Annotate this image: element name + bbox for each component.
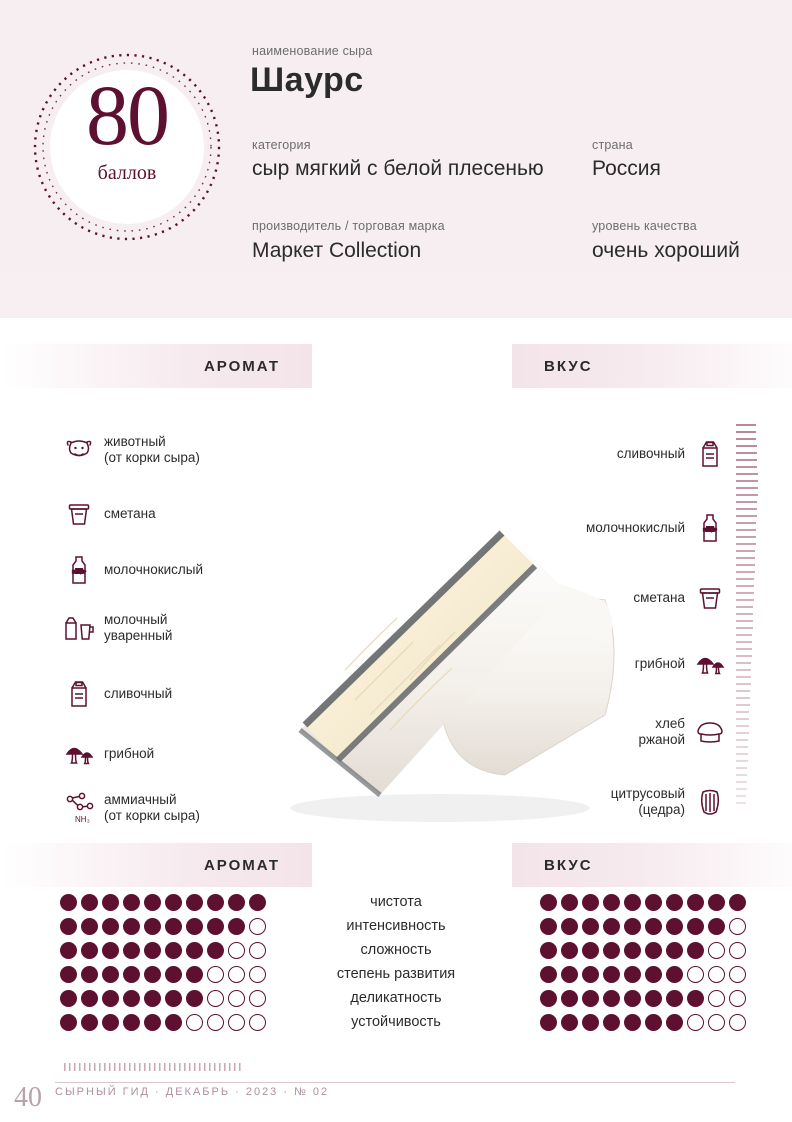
rating-dot-filled bbox=[687, 894, 704, 911]
rating-dot-filled bbox=[687, 990, 704, 1007]
aroma-item bbox=[62, 608, 172, 648]
milk-jug-glass-icon bbox=[62, 608, 96, 648]
rating-dot-filled bbox=[582, 1014, 599, 1031]
cheese-name-label: наименование сыра bbox=[252, 44, 373, 58]
rating-dot-filled bbox=[624, 1014, 641, 1031]
rating-dot-filled bbox=[207, 918, 224, 935]
aroma-item bbox=[62, 674, 172, 714]
rating-dot-empty bbox=[186, 1014, 203, 1031]
rating-dot-filled bbox=[582, 942, 599, 959]
rating-dot-filled bbox=[582, 966, 599, 983]
rating-dot-empty bbox=[249, 990, 266, 1007]
sour-cream-cup-icon bbox=[62, 494, 96, 534]
taste-item-label: молочнокислый bbox=[585, 520, 685, 535]
rating-dot-filled bbox=[144, 942, 161, 959]
rating-dot-empty bbox=[249, 1014, 266, 1031]
aroma-item bbox=[62, 734, 154, 774]
rating-dot-filled bbox=[81, 942, 98, 959]
taste-item bbox=[512, 508, 727, 548]
rating-dot-filled bbox=[624, 894, 641, 911]
rating-dot-filled bbox=[624, 990, 641, 1007]
rating-dot-empty bbox=[708, 1014, 725, 1031]
svg-text:КЕФИР: КЕФИР bbox=[703, 527, 717, 532]
cheese-name: Шаурс bbox=[250, 61, 364, 99]
rating-dot-filled bbox=[540, 894, 557, 911]
taste-ratings-title: ВКУС bbox=[544, 856, 593, 874]
score-badge bbox=[22, 42, 232, 252]
rating-dot-filled bbox=[249, 894, 266, 911]
rating-row bbox=[540, 962, 746, 986]
aroma-item-label: молочнокислый bbox=[104, 562, 204, 577]
rating-dot-filled bbox=[102, 990, 119, 1007]
aroma-item-label: аммиачный (от корки сыра) bbox=[104, 792, 200, 823]
taste-rating-dots bbox=[540, 890, 746, 1034]
aroma-descriptor-list bbox=[0, 392, 290, 842]
taste-item-label: сметана bbox=[633, 590, 685, 605]
rating-dot-empty bbox=[729, 918, 746, 935]
rating-dot-filled bbox=[186, 942, 203, 959]
rating-dot-filled bbox=[582, 894, 599, 911]
rating-dot-empty bbox=[228, 1014, 245, 1031]
quality-label: уровень качества bbox=[592, 219, 697, 233]
footer-divider bbox=[55, 1082, 735, 1083]
rating-dot-empty bbox=[708, 990, 725, 1007]
rating-dot-filled bbox=[123, 966, 140, 983]
rating-criterion: чистота bbox=[370, 894, 422, 910]
rating-dot-filled bbox=[207, 894, 224, 911]
rating-row bbox=[60, 986, 266, 1010]
sour-cream-cup-icon bbox=[693, 578, 727, 618]
rating-dot-filled bbox=[81, 990, 98, 1007]
taste-item bbox=[512, 782, 727, 822]
rating-dot-filled bbox=[165, 966, 182, 983]
mushroom-icon bbox=[693, 644, 727, 684]
rating-dot-filled bbox=[60, 966, 77, 983]
rating-dot-filled bbox=[228, 894, 245, 911]
rating-dot-filled bbox=[708, 894, 725, 911]
rating-dot-filled bbox=[666, 1014, 683, 1031]
taste-item bbox=[512, 434, 727, 474]
rating-dot-filled bbox=[165, 1014, 182, 1031]
rating-dot-filled bbox=[60, 990, 77, 1007]
rating-dot-filled bbox=[540, 966, 557, 983]
kefir-bottle-icon bbox=[62, 550, 96, 590]
rating-criterion: деликатность bbox=[350, 990, 442, 1006]
rating-dot-filled bbox=[81, 894, 98, 911]
rating-dot-filled bbox=[645, 1014, 662, 1031]
rating-dot-filled bbox=[81, 1014, 98, 1031]
rating-dot-filled bbox=[603, 918, 620, 935]
aroma-rating-dots bbox=[60, 890, 266, 1034]
rating-dot-filled bbox=[666, 918, 683, 935]
rating-dot-filled bbox=[624, 918, 641, 935]
rating-dot-filled bbox=[645, 966, 662, 983]
rating-dot-filled bbox=[123, 894, 140, 911]
aroma-item bbox=[62, 494, 156, 534]
score-unit: баллов bbox=[97, 162, 157, 184]
rating-row bbox=[540, 986, 746, 1010]
rating-dot-filled bbox=[561, 894, 578, 911]
rating-dot-filled bbox=[645, 990, 662, 1007]
rating-dot-empty bbox=[708, 942, 725, 959]
rating-dot-filled bbox=[729, 894, 746, 911]
citrus-zest-icon bbox=[693, 782, 727, 822]
producer-label: производитель / торговая марка bbox=[252, 219, 445, 233]
rating-dot-filled bbox=[645, 894, 662, 911]
rating-dot-filled bbox=[540, 942, 557, 959]
rating-dot-filled bbox=[102, 966, 119, 983]
taste-item-label: цитрусовый (цедра) bbox=[610, 786, 685, 817]
aroma-item bbox=[62, 430, 200, 470]
rating-row bbox=[540, 938, 746, 962]
rating-dot-filled bbox=[603, 894, 620, 911]
rating-dot-filled bbox=[165, 894, 182, 911]
rating-dot-empty bbox=[228, 990, 245, 1007]
aroma-item-label: животный (от корки сыра) bbox=[104, 434, 200, 465]
rating-dot-filled bbox=[102, 918, 119, 935]
rating-criterion: степень развития bbox=[336, 966, 456, 982]
rating-dot-filled bbox=[561, 966, 578, 983]
rating-dot-empty bbox=[249, 942, 266, 959]
rating-dot-empty bbox=[207, 1014, 224, 1031]
rating-dot-empty bbox=[729, 990, 746, 1007]
rating-dot-filled bbox=[165, 942, 182, 959]
rating-dot-filled bbox=[60, 918, 77, 935]
cream-carton-icon bbox=[693, 434, 727, 474]
rating-dot-filled bbox=[582, 990, 599, 1007]
rating-dot-filled bbox=[123, 918, 140, 935]
rating-dot-filled bbox=[561, 990, 578, 1007]
rating-dot-empty bbox=[207, 990, 224, 1007]
rating-row bbox=[60, 1010, 266, 1034]
rating-row bbox=[540, 1010, 746, 1034]
aroma-descriptors-title: АРОМАТ bbox=[203, 357, 280, 375]
rating-dot-filled bbox=[186, 894, 203, 911]
rating-dot-empty bbox=[729, 942, 746, 959]
taste-item bbox=[512, 644, 727, 684]
rating-dot-filled bbox=[81, 966, 98, 983]
aroma-ratings-title-bar bbox=[0, 843, 312, 887]
rating-row bbox=[60, 938, 266, 962]
rating-dot-filled bbox=[144, 918, 161, 935]
rating-row bbox=[60, 962, 266, 986]
rating-dot-filled bbox=[540, 1014, 557, 1031]
score-value: 80 bbox=[86, 67, 168, 163]
rating-dot-filled bbox=[102, 942, 119, 959]
taste-ratings-title-bar bbox=[512, 843, 792, 887]
taste-descriptors-title-bar bbox=[512, 344, 792, 388]
ammonia-molecule-icon bbox=[62, 788, 96, 828]
svg-text:NH₃: NH₃ bbox=[75, 815, 90, 824]
aroma-item-label: молочный уваренный bbox=[104, 612, 173, 643]
rating-dot-filled bbox=[144, 894, 161, 911]
rating-dot-filled bbox=[624, 966, 641, 983]
rating-dot-empty bbox=[729, 966, 746, 983]
rating-dot-empty bbox=[228, 966, 245, 983]
aroma-item-label: сливочный bbox=[104, 686, 173, 701]
rating-dot-filled bbox=[60, 942, 77, 959]
aroma-item-label: сметана bbox=[104, 506, 156, 521]
category-label: категория bbox=[252, 138, 311, 152]
rating-dot-filled bbox=[102, 1014, 119, 1031]
taste-item-label: грибной bbox=[634, 656, 685, 671]
rating-dot-filled bbox=[624, 942, 641, 959]
rating-dot-filled bbox=[123, 1014, 140, 1031]
aroma-item bbox=[62, 788, 200, 828]
footer-text: СЫРНЫЙ ГИД · ДЕКАБРЬ · 2023 · № 02 bbox=[55, 1086, 330, 1098]
rating-dot-filled bbox=[540, 990, 557, 1007]
rating-dot-filled bbox=[144, 1014, 161, 1031]
aroma-ratings-title: АРОМАТ bbox=[203, 856, 280, 874]
cow-icon bbox=[62, 430, 96, 470]
rating-dot-filled bbox=[603, 942, 620, 959]
country-value: Россия bbox=[592, 157, 661, 180]
rating-dot-empty bbox=[708, 966, 725, 983]
rating-row bbox=[540, 890, 746, 914]
rating-dot-filled bbox=[60, 1014, 77, 1031]
rating-dot-filled bbox=[561, 918, 578, 935]
rating-dot-empty bbox=[687, 1014, 704, 1031]
rating-criterion: интенсивность bbox=[346, 918, 446, 934]
footer-ticks bbox=[64, 1063, 244, 1071]
rating-dot-filled bbox=[645, 918, 662, 935]
rating-dot-filled bbox=[186, 918, 203, 935]
rating-dot-filled bbox=[666, 942, 683, 959]
rating-criteria-list bbox=[300, 890, 492, 1034]
rating-dot-filled bbox=[81, 918, 98, 935]
rating-dot-filled bbox=[207, 942, 224, 959]
country-label: страна bbox=[592, 138, 633, 152]
rating-dot-empty bbox=[228, 942, 245, 959]
aroma-descriptors-title-bar bbox=[0, 344, 312, 388]
rating-criterion: сложность bbox=[360, 942, 432, 958]
rating-row bbox=[60, 914, 266, 938]
rating-dot-filled bbox=[123, 990, 140, 1007]
rating-dot-empty bbox=[249, 966, 266, 983]
quality-value: очень хороший bbox=[592, 239, 740, 262]
rating-dot-filled bbox=[603, 1014, 620, 1031]
rating-dot-filled bbox=[582, 918, 599, 935]
rating-row bbox=[60, 890, 266, 914]
aroma-item bbox=[62, 550, 203, 590]
producer-value: Маркет Collection bbox=[252, 239, 422, 262]
rating-dot-filled bbox=[561, 942, 578, 959]
rating-dot-filled bbox=[144, 966, 161, 983]
rye-bread-icon bbox=[693, 712, 727, 752]
rating-dot-filled bbox=[687, 918, 704, 935]
rating-dot-empty bbox=[687, 966, 704, 983]
rating-dot-filled bbox=[666, 966, 683, 983]
rating-dot-filled bbox=[708, 918, 725, 935]
cream-carton-icon bbox=[62, 674, 96, 714]
rating-dot-filled bbox=[561, 1014, 578, 1031]
page-number: 40 bbox=[14, 1082, 42, 1113]
taste-descriptors-title: ВКУС bbox=[544, 357, 593, 375]
rating-dot-filled bbox=[228, 918, 245, 935]
rating-dot-filled bbox=[645, 942, 662, 959]
category-value: сыр мягкий с белой плесенью bbox=[252, 157, 544, 180]
svg-text:КЕФИР: КЕФИР bbox=[72, 569, 86, 574]
kefir-bottle-icon bbox=[693, 508, 727, 548]
rating-dot-empty bbox=[207, 966, 224, 983]
rating-criterion: устойчивость bbox=[351, 1014, 441, 1030]
rating-dot-empty bbox=[249, 918, 266, 935]
rating-dot-filled bbox=[60, 894, 77, 911]
rating-dot-filled bbox=[123, 942, 140, 959]
taste-item bbox=[512, 712, 727, 752]
taste-item bbox=[512, 578, 727, 618]
rating-dot-empty bbox=[729, 1014, 746, 1031]
rating-dot-filled bbox=[687, 942, 704, 959]
taste-item-label: хлеб ржаной bbox=[638, 716, 685, 747]
rating-dot-filled bbox=[186, 990, 203, 1007]
rating-dot-filled bbox=[666, 894, 683, 911]
rating-dot-filled bbox=[540, 918, 557, 935]
taste-descriptor-list bbox=[512, 392, 792, 842]
rating-dot-filled bbox=[186, 966, 203, 983]
rating-row bbox=[540, 914, 746, 938]
rating-dot-filled bbox=[165, 990, 182, 1007]
rating-dot-filled bbox=[603, 966, 620, 983]
rating-dot-filled bbox=[102, 894, 119, 911]
rating-dot-filled bbox=[144, 990, 161, 1007]
aroma-item-label: грибной bbox=[104, 746, 155, 761]
rating-dot-filled bbox=[603, 990, 620, 1007]
header-panel bbox=[0, 0, 792, 318]
rating-dot-filled bbox=[666, 990, 683, 1007]
rating-dot-filled bbox=[165, 918, 182, 935]
mushroom-icon bbox=[62, 734, 96, 774]
taste-item-label: сливочный bbox=[616, 446, 685, 461]
